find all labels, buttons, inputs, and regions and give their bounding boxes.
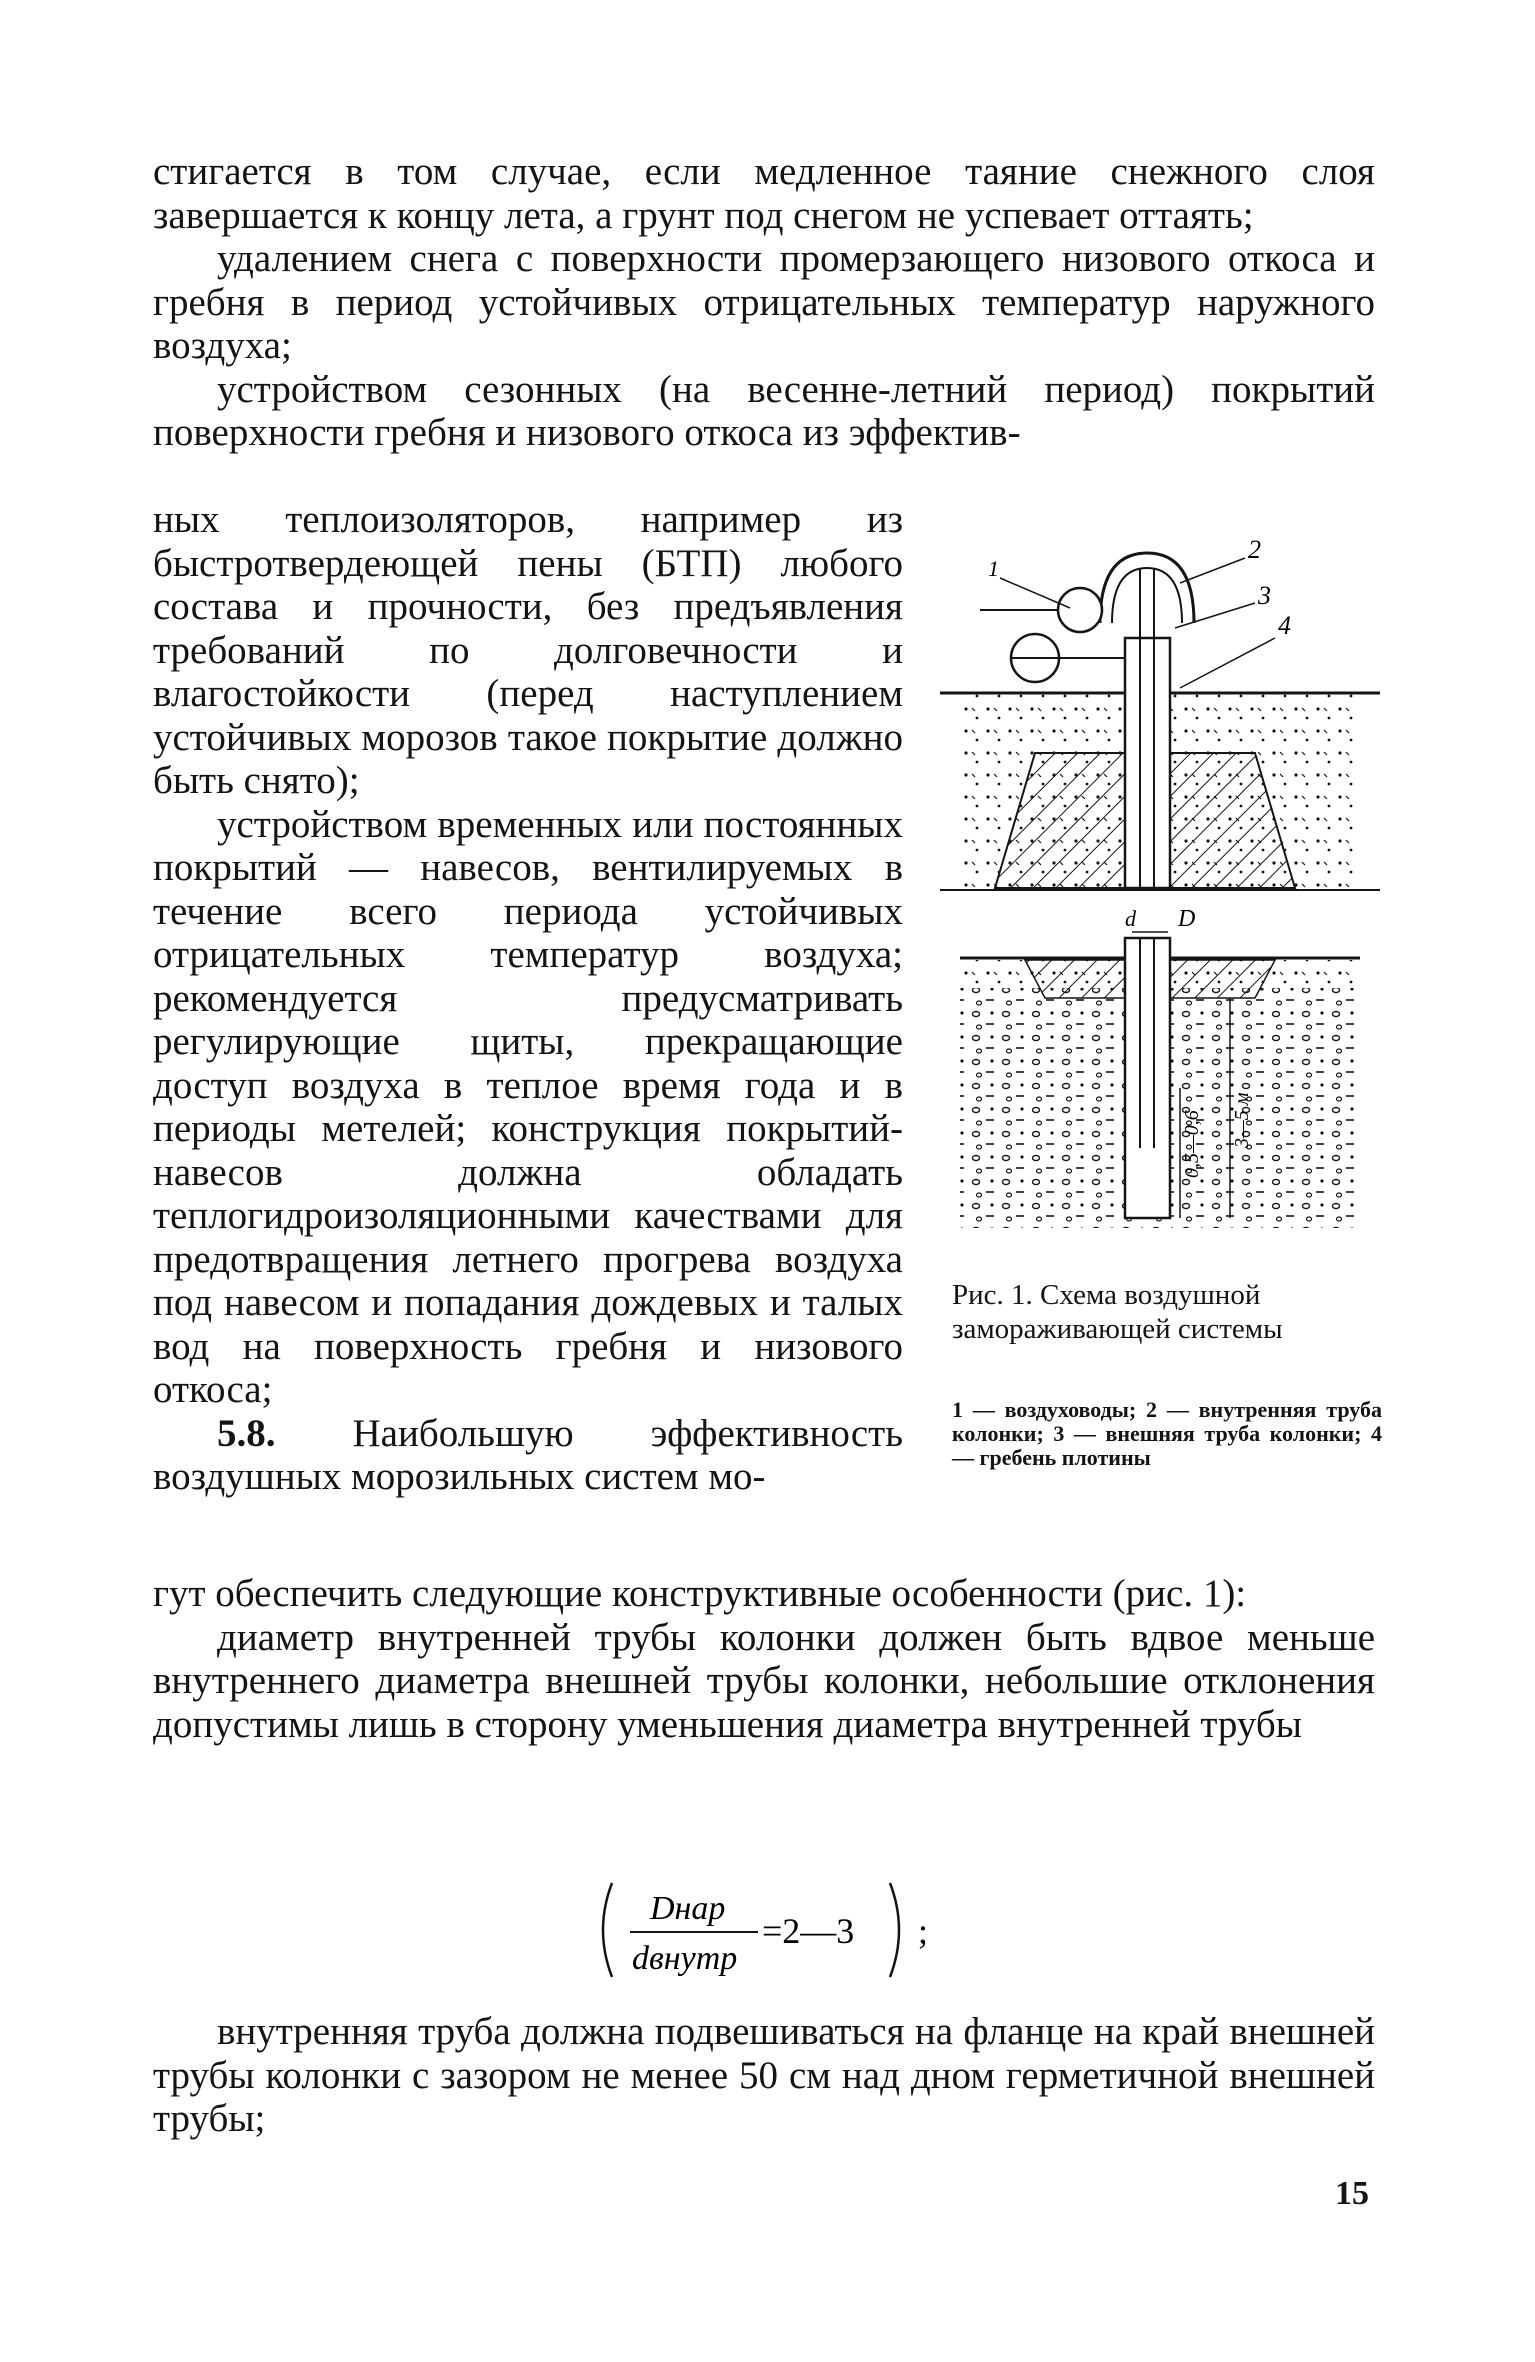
left-paren — [603, 1883, 612, 1977]
figure-caption-legend: 1 — воздуховоды; 2 — внутренняя труба колонки; 3 — внешняя труба колонки; 4 — гребень плотины — [952, 1397, 1382, 1470]
column-base-section — [960, 906, 1360, 1228]
dim-gap-label: 0,5—0,6 — [1181, 1110, 1203, 1178]
label-3: 3 — [1258, 581, 1271, 610]
right-paren — [890, 1883, 899, 1977]
label-2: 2 — [1248, 535, 1261, 564]
formula-suffix: ; — [918, 1911, 929, 1951]
paragraph-5-end: гут обеспечить следующие конструктивные особенности (рис. 1): — [153, 1572, 1247, 1615]
paragraph-2: удалением снега с поверхности промерзающего низового откоса и гребня в период устойчивых отрицательных температур наружного воздуха; — [153, 237, 1375, 367]
dam-crest-section — [940, 535, 1380, 890]
air-duct-1 — [1058, 588, 1102, 632]
formula-denominator: dвнутр — [632, 1940, 738, 1977]
freezing-system-diagram — [940, 528, 1380, 1248]
label-1: 1 — [988, 556, 999, 581]
formula — [590, 1875, 950, 1985]
page-number: 15 — [1335, 2175, 1369, 2212]
paragraph-6: диаметр внутренней трубы колонки должен быть вдвое меньше внутреннего диаметра внешней трубы колонки, небольшие отклонения допустимы лишь в сторону уменьшения диаметра внутренней трубы — [153, 1615, 1375, 1746]
text-block-last — [153, 2010, 1375, 2141]
air-duct-arch — [1100, 553, 1194, 623]
text-block-narrow — [153, 498, 903, 1499]
paragraph-4: устройством временных или постоянных покрытий — навесов, вентилируемых в течение всего периода устойчивых отрицательных температур воздуха; рекомендуется предусматривать регулирующие щиты, прекращающие доступ воздуха в теплое время года и в периоды метелей; конструкция покрытий-навесов должна обладать теплогидроизоляционными качествами для предотвращения летнего прогрева воздуха под навесом и попадания дождевых и талых вод на поверхность гребня и низового откоса; — [153, 802, 903, 1411]
paragraph-3-end: ных теплоизоляторов, например из быстротвердеющей пены (БТП) любого состава и прочности, без предъявления требований по долговечности и влагостойкости (перед наступлением устойчивых морозов такое покрытие должно быть снято); — [153, 498, 903, 802]
dim-depth-label: 3—5 м — [1231, 1092, 1253, 1148]
text-block-top — [153, 150, 1375, 455]
text-block-bottom — [153, 1572, 1375, 1746]
paragraph-5-start — [153, 1412, 903, 1499]
outer-pipe-lower — [1125, 938, 1170, 1218]
paragraph-7: внутренняя труба должна подвешиваться на фланце на край внешней трубы колонки с зазором не менее 50 см над дном герметичной внешней трубы; — [153, 2010, 1375, 2140]
figure-diagram — [940, 528, 1380, 1248]
label-d: d — [1125, 906, 1136, 931]
paragraph-1: стигается в том случае, если медленное таяние снежного слоя завершается к концу лета, а грунт под снегом не успевает оттаять; — [153, 150, 1375, 237]
formula-numerator: Dнар — [650, 1890, 726, 1927]
formula-graphic — [590, 1875, 950, 1985]
label-D: D — [1178, 906, 1196, 932]
leader-3 — [1175, 603, 1255, 628]
paragraph-5-text: Наибольшую эффективность воздушных морозильных систем мо- — [153, 1411, 903, 1498]
formula-value: =2—3 — [762, 1911, 855, 1951]
leader-4 — [1180, 638, 1275, 688]
leader-2 — [1180, 558, 1245, 583]
paragraph-3-start: устройством сезонных (на весенне-летний период) покрытий поверхности гребня и низового откоса из эффектив- — [153, 367, 1375, 454]
label-4: 4 — [1278, 611, 1291, 640]
leader-1 — [1000, 578, 1070, 608]
figure-caption-title: Рис. 1. Схема воздушной замораживающей системы — [952, 1279, 1283, 1345]
outer-pipe-upper — [1125, 638, 1170, 888]
air-duct-arch-inner — [1112, 568, 1182, 623]
section-number: 5.8. — [217, 1411, 276, 1455]
